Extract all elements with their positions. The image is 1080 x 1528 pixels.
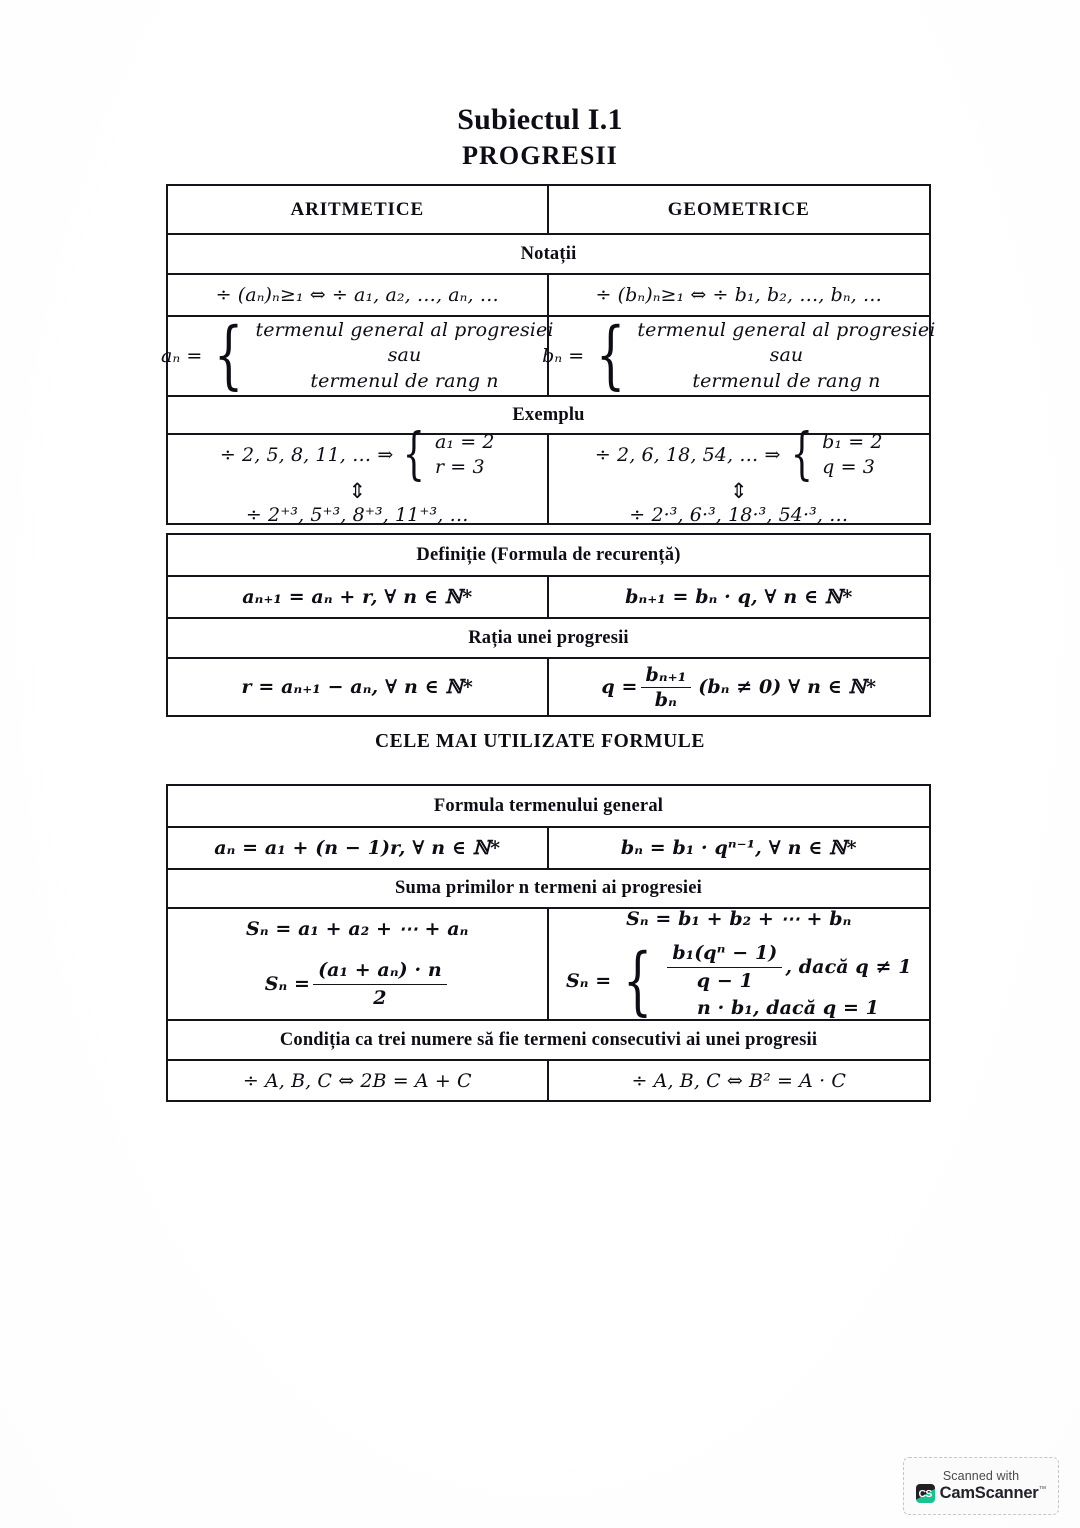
general-formula-geometric-text: bₙ = b₁ · qⁿ⁻¹, ∀ n ∈ ℕ* xyxy=(620,837,857,859)
camscanner-watermark xyxy=(903,1457,1059,1515)
example-geometric-expanded: ÷ 2·³, 6·³, 18·³, 54·³, … xyxy=(629,504,849,527)
column-header-arithmetic-label: ARITMETICE xyxy=(290,198,425,220)
ratio-geometric-fraction xyxy=(641,664,692,711)
band-formula-general-label: Formula termenului general xyxy=(433,795,664,816)
general-term-line-2: sau xyxy=(769,344,804,367)
table-row-band-conditia xyxy=(168,1019,929,1059)
band-notatii-label: Notații xyxy=(520,243,577,264)
sum-geometric-case-1-condition: , dacă q ≠ 1 xyxy=(785,956,912,979)
table-row-general-formula xyxy=(168,826,929,868)
example-geometric xyxy=(549,422,930,527)
band-notatii xyxy=(168,235,929,273)
up-down-arrow-icon: ⇕ xyxy=(729,479,748,504)
general-formula-arithmetic xyxy=(168,828,549,868)
sum-geometric-numerator: b₁(qⁿ − 1) xyxy=(672,942,778,965)
column-header-geometric-label: GEOMETRICE xyxy=(667,198,810,220)
section-heading-formule: CELE MAI UTILIZATE FORMULE xyxy=(375,731,705,752)
band-formula-general xyxy=(168,786,929,826)
band-definitie xyxy=(168,535,929,575)
recurrence-geometric xyxy=(549,577,930,617)
column-header-geometric xyxy=(549,186,930,233)
band-suma-label: Suma primilor n termeni ai progresiei xyxy=(395,878,702,898)
condition-geometric xyxy=(549,1061,930,1100)
general-term-line-3: termenul de rang n xyxy=(310,369,499,392)
table-row-band-exemplu xyxy=(168,395,929,433)
band-conditia-label: Condiția ca trei numere să fie termeni consecutivi ai unei progresii xyxy=(279,1029,818,1050)
example-geometric-b1: b₁ = 2 xyxy=(822,431,883,454)
camscanner-scanned-with-text: Scanned with xyxy=(942,1469,1020,1483)
band-conditia xyxy=(168,1021,929,1059)
left-brace-icon: { xyxy=(403,422,426,488)
band-definitie-label: Definiție (Formula de recurență) xyxy=(416,544,681,565)
condition-arithmetic xyxy=(168,1061,549,1100)
recurrence-arithmetic-formula: aₙ₊₁ = aₙ + r, ∀ n ∈ ℕ* xyxy=(242,586,473,608)
table-row-band-definitie xyxy=(168,535,929,575)
ratio-geometric-lhs: q = xyxy=(601,676,638,698)
sum-geometric-case-2: n · b₁, dacă q = 1 xyxy=(696,997,879,1020)
general-term-line-1: termenul general al progresiei xyxy=(255,319,554,342)
table-row-example xyxy=(168,422,929,527)
ratio-geometric-denominator: bₙ xyxy=(641,687,692,711)
table-definition-ratio xyxy=(166,533,931,717)
notation-geometric xyxy=(549,275,930,315)
notation-arithmetic xyxy=(168,275,549,315)
sum-geometric-denominator: q − 1 xyxy=(667,967,782,994)
sum-geometric-case-1 xyxy=(664,941,911,994)
band-exemplu-label: Exemplu xyxy=(512,404,585,425)
camscanner-brand-label: CamScanner xyxy=(939,1484,1039,1502)
page-subtitle: PROGRESII xyxy=(462,140,618,170)
example-geometric-q: q = 3 xyxy=(822,456,875,479)
camscanner-logo-icon: CS xyxy=(916,1484,935,1503)
example-arithmetic xyxy=(168,422,549,527)
example-arithmetic-sequence: ÷ 2, 5, 8, 11, … ⇒ xyxy=(219,443,394,466)
general-formula-arithmetic-text: aₙ = a₁ + (n − 1)r, ∀ n ∈ ℕ* xyxy=(214,837,501,859)
sum-geometric xyxy=(549,907,930,1024)
camscanner-brand-row xyxy=(916,1484,1047,1503)
sum-geometric-expanded: Sₙ = b₁ + b₂ + ⋯ + bₙ xyxy=(626,907,852,930)
sum-arithmetic xyxy=(168,909,549,1019)
general-term-line-2: sau xyxy=(387,344,422,367)
notation-arithmetic-formula: ÷ (aₙ)ₙ≥₁ ⇔ ÷ a₁, a₂, …, aₙ, … xyxy=(215,284,499,306)
general-term-arithmetic xyxy=(161,312,554,399)
example-arithmetic-a1: a₁ = 2 xyxy=(434,431,495,454)
camscanner-brand-name xyxy=(940,1484,1047,1503)
band-ratia xyxy=(168,619,929,657)
left-brace-icon: { xyxy=(214,312,244,399)
general-formula-geometric xyxy=(549,828,930,868)
general-term-geometric xyxy=(542,312,936,399)
table-row-sum xyxy=(168,907,929,1024)
table-row-band-suma xyxy=(168,868,929,907)
up-down-arrow-icon: ⇕ xyxy=(348,479,367,504)
ratio-geometric-condition: (bₙ ≠ 0) ∀ n ∈ ℕ* xyxy=(698,676,877,698)
camscanner-trademark-icon: ™ xyxy=(1038,1484,1047,1494)
ratio-arithmetic-formula: r = aₙ₊₁ − aₙ, ∀ n ∈ ℕ* xyxy=(241,676,473,698)
page-title: Subiectul I.1 xyxy=(457,103,623,136)
table-row-condition xyxy=(168,1059,929,1100)
example-arithmetic-expanded: ÷ 2⁺³, 5⁺³, 8⁺³, 11⁺³, … xyxy=(245,504,469,527)
sum-arithmetic-expanded: Sₙ = a₁ + a₂ + ⋯ + aₙ xyxy=(246,918,469,941)
left-brace-icon: { xyxy=(623,937,653,1024)
sum-arithmetic-lhs: Sₙ = xyxy=(264,973,311,995)
table-most-used-formulas xyxy=(166,784,931,1102)
ratio-geometric xyxy=(549,659,930,715)
example-geometric-sequence: ÷ 2, 6, 18, 54, … ⇒ xyxy=(594,443,781,466)
band-ratia-label: Rația unei progresii xyxy=(468,627,629,648)
table-row-general-term xyxy=(161,312,936,399)
ratio-geometric-numerator: bₙ₊₁ xyxy=(645,663,687,686)
table-progressions-notation xyxy=(161,184,936,527)
sum-arithmetic-numerator: (a₁ + aₙ) · n xyxy=(318,959,442,982)
table-row-band-ratia xyxy=(168,617,929,657)
table-row-band-notatii xyxy=(168,233,929,273)
general-term-line-3: termenul de rang n xyxy=(692,369,881,392)
table-row-header xyxy=(168,186,929,233)
table-row-ratio xyxy=(168,657,929,715)
band-suma xyxy=(168,870,929,907)
general-term-geometric-lhs: bₙ = xyxy=(542,345,585,367)
sum-geometric-lhs: Sₙ = xyxy=(565,970,612,992)
column-header-arithmetic xyxy=(168,186,549,233)
general-term-arithmetic-lhs: aₙ = xyxy=(161,345,203,367)
condition-arithmetic-formula: ÷ A, B, C ⇔ 2B = A + C xyxy=(242,1069,472,1092)
table-row-recurrence xyxy=(168,575,929,617)
left-brace-icon: { xyxy=(596,312,626,399)
recurrence-geometric-formula: bₙ₊₁ = bₙ · q, ∀ n ∈ ℕ* xyxy=(625,586,853,608)
ratio-arithmetic xyxy=(168,659,549,715)
sum-arithmetic-denominator: 2 xyxy=(313,984,447,1011)
example-arithmetic-r: r = 3 xyxy=(434,456,485,479)
condition-geometric-formula: ÷ A, B, C ⇔ B² = A · C xyxy=(631,1069,846,1092)
recurrence-arithmetic xyxy=(168,577,549,617)
table-row-notation xyxy=(168,273,929,315)
general-term-line-1: termenul general al progresiei xyxy=(637,319,936,342)
band-exemplu xyxy=(168,397,929,433)
sum-geometric-fraction xyxy=(667,941,782,994)
left-brace-icon: { xyxy=(790,422,813,488)
notation-geometric-formula: ÷ (bₙ)ₙ≥₁ ⇔ ÷ b₁, b₂, …, bₙ, … xyxy=(595,284,883,306)
table-row-band-formula-general xyxy=(168,786,929,826)
sum-arithmetic-fraction xyxy=(313,958,447,1010)
page-title-block xyxy=(0,104,1080,169)
